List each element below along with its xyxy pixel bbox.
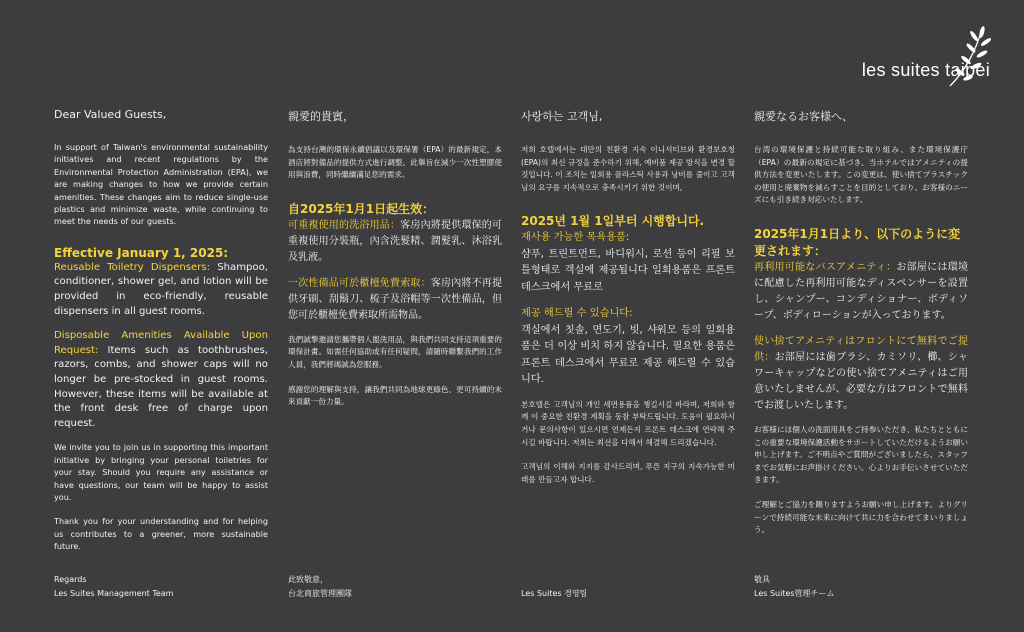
signature: Les Suites 경영팀 xyxy=(521,589,588,598)
item-heading: 使い捨てアメニティはフロントにて無料でご提供： xyxy=(754,335,968,363)
intro-paragraph: 저희 호텔에서는 대만의 친환경 지속 이니셔티브와 환경보호청(EPA)의 최신 규정을 준수하기 위해, 예비품 제공 방식을 변경 할 것입니다. 이 조치는 일회용 플라스틱 사용과 낭비를 줄이고 고객님의 요구를 지속적으로 충족시키기 위한 것이며, xyxy=(521,145,735,192)
item-body: Shampoo, conditioner, shower gel, and lotion will be provided in eco-friendly, reusable dispensers in all guest rooms. xyxy=(54,261,268,317)
signature-block xyxy=(288,573,352,601)
item-heading: 再利用可能なバスアメニティ： xyxy=(754,261,897,273)
effective-date-heading: 2025년 1월 1일부터 시행합니다. xyxy=(521,214,705,229)
amenity-item-disposable xyxy=(288,276,502,324)
greeting: 사랑하는 고객님, xyxy=(521,110,603,123)
invitation-paragraph: お客様には個人の洗面用具をご持参いただき、私たちとともにこの重要な環境保護活動をサポートしていただけるようお願い申し上げます。ご不明点やご質問がございましたら、スタッフまでお気軽にお声掛けください。心よりお手伝いさせていただきます。 xyxy=(754,424,968,485)
closing: 敬具 xyxy=(754,575,770,584)
closing: 此致敬意， xyxy=(288,575,328,584)
item-heading: 재사용 가능한 목욕용품: xyxy=(521,232,630,244)
effective-date-heading: 自2025年1月1日起生效： xyxy=(288,201,435,216)
closing: Regards xyxy=(54,575,87,584)
signature: Les Suites管理チーム xyxy=(754,589,835,598)
item-body: お部屋には環境に配慮した再利用可能なディスペンサーを設置し、シャンプー、コンディショナー、ボディソープ、ボディローションが入っております。 xyxy=(754,261,968,321)
brand-name: les suites taipei xyxy=(861,60,990,80)
intro-paragraph: 台湾の環境保護と持続可能な取り組み、また環境保護庁（EPA）の最新の規定に基づき、当ホテルではアメニティの提供方法を変更いたします。この変更は、使い捨てプラスチックの使用と廃棄物を減らすことを目的としており、お客様のニーズにも引き続き対応いたします。 xyxy=(754,145,968,205)
item-body: 客房內將提供環保的可重複使用分裝瓶，內含洗髮精、潤髮乳、沐浴乳及乳液。 xyxy=(288,219,503,263)
thanks-paragraph: 感謝您的理解與支持，讓我們共同為地球更綠色、更可持續的未來貢獻一份力量。 xyxy=(288,384,502,407)
greeting: Dear Valued Guests, xyxy=(54,108,167,121)
closing xyxy=(521,573,587,587)
amenity-item-disposable xyxy=(521,306,735,389)
greeting: 親愛的貴賓， xyxy=(288,110,354,123)
notice-english xyxy=(54,108,268,608)
amenity-item-reusable xyxy=(521,230,735,296)
amenity-item-disposable xyxy=(54,329,268,431)
amenity-item-reusable xyxy=(288,218,502,266)
item-body: 샴푸, 트린트먼트, 바디워시, 로션 등이 리필 보틀형태로 객실에 제공됩니다 일회용품은 프론트 데스크에서 무료로 xyxy=(521,248,735,293)
signature-block xyxy=(54,573,173,601)
thanks-paragraph: Thank you for your understanding and for helping us contributes to a greener, more sustainable future. xyxy=(54,516,268,552)
signature-block xyxy=(754,573,835,601)
item-body: Items such as toothbrushes, razors, combs, and shower caps will no longer be pre-stocked in guest rooms. However, these items will be available at the front desk free of charge upon request. xyxy=(54,344,268,429)
invitation-paragraph: 我們誠摯邀請您攜帶個人盥洗用品，與我們共同支持這項重要的環保計畫。如需任何協助或有任何疑問，請隨時聯繫我們的工作人員，我們將竭誠為您服務。 xyxy=(288,334,502,369)
item-heading: 可重複使用的洗浴用品： xyxy=(288,219,401,231)
invitation-paragraph: We invite you to join us in supporting this important initiative by bringing your personal toiletries for your stay. Should you require any assistance or have questions, our team will be happy to assist you. xyxy=(54,442,268,502)
signature-block xyxy=(521,573,587,601)
item-body: 客房內將不再提供牙刷、刮鬍刀、梳子及浴帽等一次性備品，但您可於櫃檯免費索取所需物品。 xyxy=(288,277,503,321)
item-heading: 제공 해드릴 수 있습니다: xyxy=(521,308,633,320)
effective-date-heading: Effective January 1, 2025: xyxy=(54,245,229,260)
thanks-paragraph: ご理解とご協力を賜りますようお願い申し上げます。よりグリーンで持続可能な未来に向けて共に力を合わせてまいりましょう。 xyxy=(754,499,968,535)
amenity-item-reusable xyxy=(54,261,268,319)
amenity-item-reusable xyxy=(754,260,968,324)
item-heading: 一次性備品可於櫃檯免費索取： xyxy=(288,277,431,289)
notice-korean xyxy=(521,108,735,608)
intro-paragraph: In support of Taiwan's environmental sustainability initiatives and recent regulations by the Environmental Protection Administration (EPA), we are making changes to how we provide certain amenities. These changes aim to reduce single-use plastics and minimize waste, while continuing to meet the needs of our guests. xyxy=(54,142,268,227)
amenity-item-disposable xyxy=(754,334,968,414)
signature: Les Suites Management Team xyxy=(54,589,174,598)
item-heading: Reusable Toiletry Dispensers: xyxy=(54,261,211,273)
item-body: お部屋には歯ブラシ、カミソリ、櫛、シャワーキャップなどの使い捨てアメニティはご用意いたしませんが、必要な方はフロントで無料でお渡しいたします。 xyxy=(754,351,969,411)
notice-chinese xyxy=(288,108,502,608)
effective-date-heading: 2025年1月1日より、以下のように変更されます： xyxy=(754,226,961,258)
item-body: 객실에서 칫솔, 면도기, 빗, 샤워모 등의 일회용품은 더 이상 비치 하지 않습니다. 필요한 용품은 프론트 데스크에서 무료로 제공 해드릴 수 있습니다. xyxy=(521,324,735,386)
thanks-paragraph: 고객님의 이해와 지지를 감사드리며, 푸른 지구의 지속가능한 미래를 만들고자 합니다. xyxy=(521,462,735,484)
signature: 台北商旅管理團隊 xyxy=(288,589,352,598)
item-heading: Disposable Amenities Available Upon Request: xyxy=(54,330,268,356)
notice-japanese xyxy=(754,108,968,608)
brand-logo xyxy=(820,22,1000,92)
invitation-paragraph: 본호텔은 고객님의 개인 세면용품을 챙길시길 바라며, 저희와 함께 이 중요한 친환경 계획을 동참 부탁드립니다. 도움이 필요하시거나 문의사항이 있으시면 언제든지 프론트 데스크에 연락해 주시길 바랍니다. 저희는 최선을 다해서 해결해 드리겠습니다. xyxy=(521,399,735,447)
intro-paragraph: 為支持台灣的環保永續倡議以及環保署（EPA）的最新規定，本酒店將對備品的提供方式進行調整。此舉旨在減少一次性塑膠使用與浪費，同時繼續滿足您的需求。 xyxy=(288,145,502,180)
greeting: 親愛なるお客様へ、 xyxy=(754,110,853,123)
